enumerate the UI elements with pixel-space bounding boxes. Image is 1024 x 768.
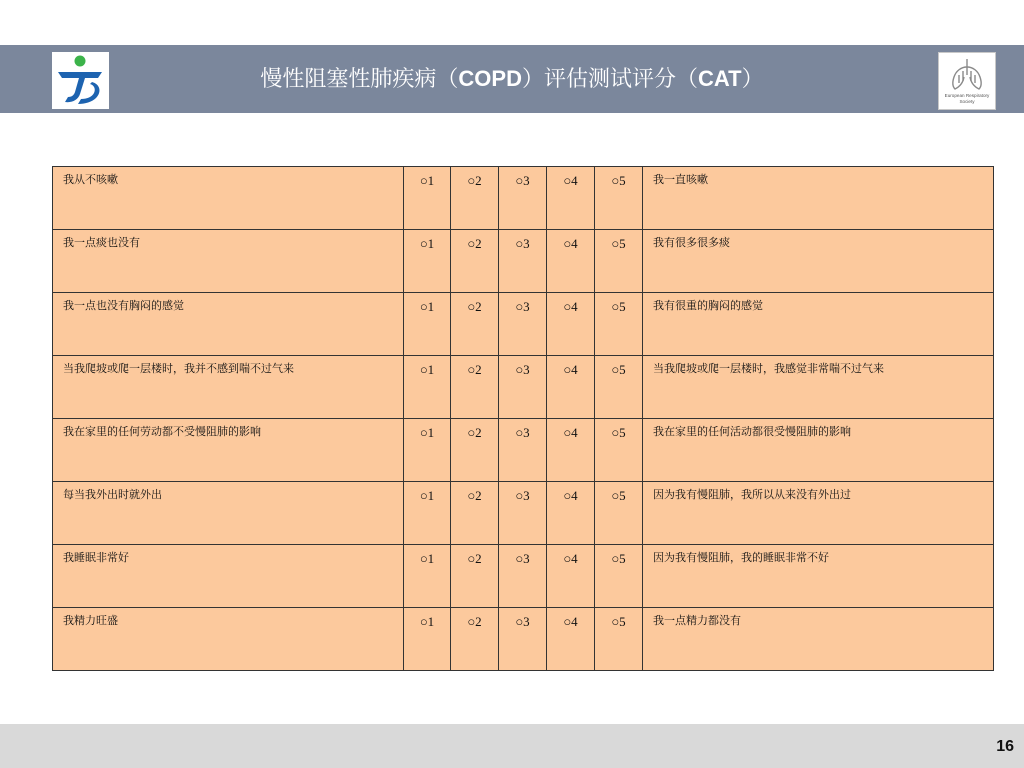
right-statement: 我一直咳嗽 — [643, 167, 994, 230]
table-row — [53, 608, 994, 671]
cat-assessment-table — [52, 166, 994, 671]
score-option-4[interactable]: ○4 — [547, 230, 595, 293]
right-statement: 因为我有慢阻肺，我的睡眠非常不好 — [643, 545, 994, 608]
score-option-2[interactable]: ○2 — [451, 167, 499, 230]
header-bar — [0, 45, 1024, 113]
score-option-2[interactable]: ○2 — [451, 419, 499, 482]
score-option-1[interactable]: ○1 — [404, 167, 451, 230]
european-respiratory-society-logo-icon — [938, 52, 996, 110]
score-option-4[interactable]: ○4 — [547, 293, 595, 356]
score-option-2[interactable]: ○2 — [451, 356, 499, 419]
score-option-1[interactable]: ○1 — [404, 482, 451, 545]
right-statement: 我一点精力都没有 — [643, 608, 994, 671]
score-option-2[interactable]: ○2 — [451, 293, 499, 356]
score-option-3[interactable]: ○3 — [499, 608, 547, 671]
score-option-4[interactable]: ○4 — [547, 356, 595, 419]
table-row — [53, 293, 994, 356]
score-option-5[interactable]: ○5 — [595, 608, 643, 671]
left-statement: 我一点也没有胸闷的感觉 — [53, 293, 404, 356]
left-statement: 我一点痰也没有 — [53, 230, 404, 293]
score-option-5[interactable]: ○5 — [595, 167, 643, 230]
left-statement: 我睡眠非常好 — [53, 545, 404, 608]
table-row — [53, 545, 994, 608]
right-statement: 我有很多很多痰 — [643, 230, 994, 293]
left-statement: 我在家里的任何劳动都不受慢阻肺的影响 — [53, 419, 404, 482]
score-option-3[interactable]: ○3 — [499, 230, 547, 293]
left-statement: 我精力旺盛 — [53, 608, 404, 671]
score-option-3[interactable]: ○3 — [499, 293, 547, 356]
right-statement: 因为我有慢阻肺，我所以从来没有外出过 — [643, 482, 994, 545]
score-option-3[interactable]: ○3 — [499, 356, 547, 419]
score-option-4[interactable]: ○4 — [547, 608, 595, 671]
score-option-5[interactable]: ○5 — [595, 293, 643, 356]
footer-bar — [0, 724, 1024, 768]
right-statement: 当我爬坡或爬一层楼时，我感觉非常喘不过气来 — [643, 356, 994, 419]
score-option-3[interactable]: ○3 — [499, 482, 547, 545]
right-statement: 我在家里的任何活动都很受慢阻肺的影响 — [643, 419, 994, 482]
score-option-1[interactable]: ○1 — [404, 230, 451, 293]
score-option-5[interactable]: ○5 — [595, 482, 643, 545]
table-row — [53, 230, 994, 293]
hospital-logo-icon — [52, 52, 109, 109]
score-option-4[interactable]: ○4 — [547, 419, 595, 482]
score-option-3[interactable]: ○3 — [499, 545, 547, 608]
left-statement: 我从不咳嗽 — [53, 167, 404, 230]
left-statement: 当我爬坡或爬一层楼时，我并不感到喘不过气来 — [53, 356, 404, 419]
score-option-1[interactable]: ○1 — [404, 545, 451, 608]
left-statement: 每当我外出时就外出 — [53, 482, 404, 545]
table-row — [53, 356, 994, 419]
table-row — [53, 167, 994, 230]
score-option-5[interactable]: ○5 — [595, 230, 643, 293]
score-option-5[interactable]: ○5 — [595, 419, 643, 482]
score-option-5[interactable]: ○5 — [595, 545, 643, 608]
score-option-4[interactable]: ○4 — [547, 167, 595, 230]
score-option-2[interactable]: ○2 — [451, 545, 499, 608]
logo-text-line2: Society — [959, 99, 975, 104]
right-statement: 我有很重的胸闷的感觉 — [643, 293, 994, 356]
score-option-1[interactable]: ○1 — [404, 293, 451, 356]
score-option-2[interactable]: ○2 — [451, 230, 499, 293]
logo-text-line1: European Respiratory — [944, 93, 990, 98]
score-option-2[interactable]: ○2 — [451, 608, 499, 671]
score-option-3[interactable]: ○3 — [499, 167, 547, 230]
table-row — [53, 482, 994, 545]
score-option-5[interactable]: ○5 — [595, 356, 643, 419]
score-option-3[interactable]: ○3 — [499, 419, 547, 482]
page-number: 16 — [996, 738, 1014, 755]
page-title: 慢性阻塞性肺疾病（COPD）评估测试评分（CAT） — [260, 66, 764, 92]
table-row — [53, 419, 994, 482]
score-option-1[interactable]: ○1 — [404, 419, 451, 482]
score-option-4[interactable]: ○4 — [547, 545, 595, 608]
score-option-1[interactable]: ○1 — [404, 608, 451, 671]
score-option-1[interactable]: ○1 — [404, 356, 451, 419]
score-option-4[interactable]: ○4 — [547, 482, 595, 545]
score-option-2[interactable]: ○2 — [451, 482, 499, 545]
